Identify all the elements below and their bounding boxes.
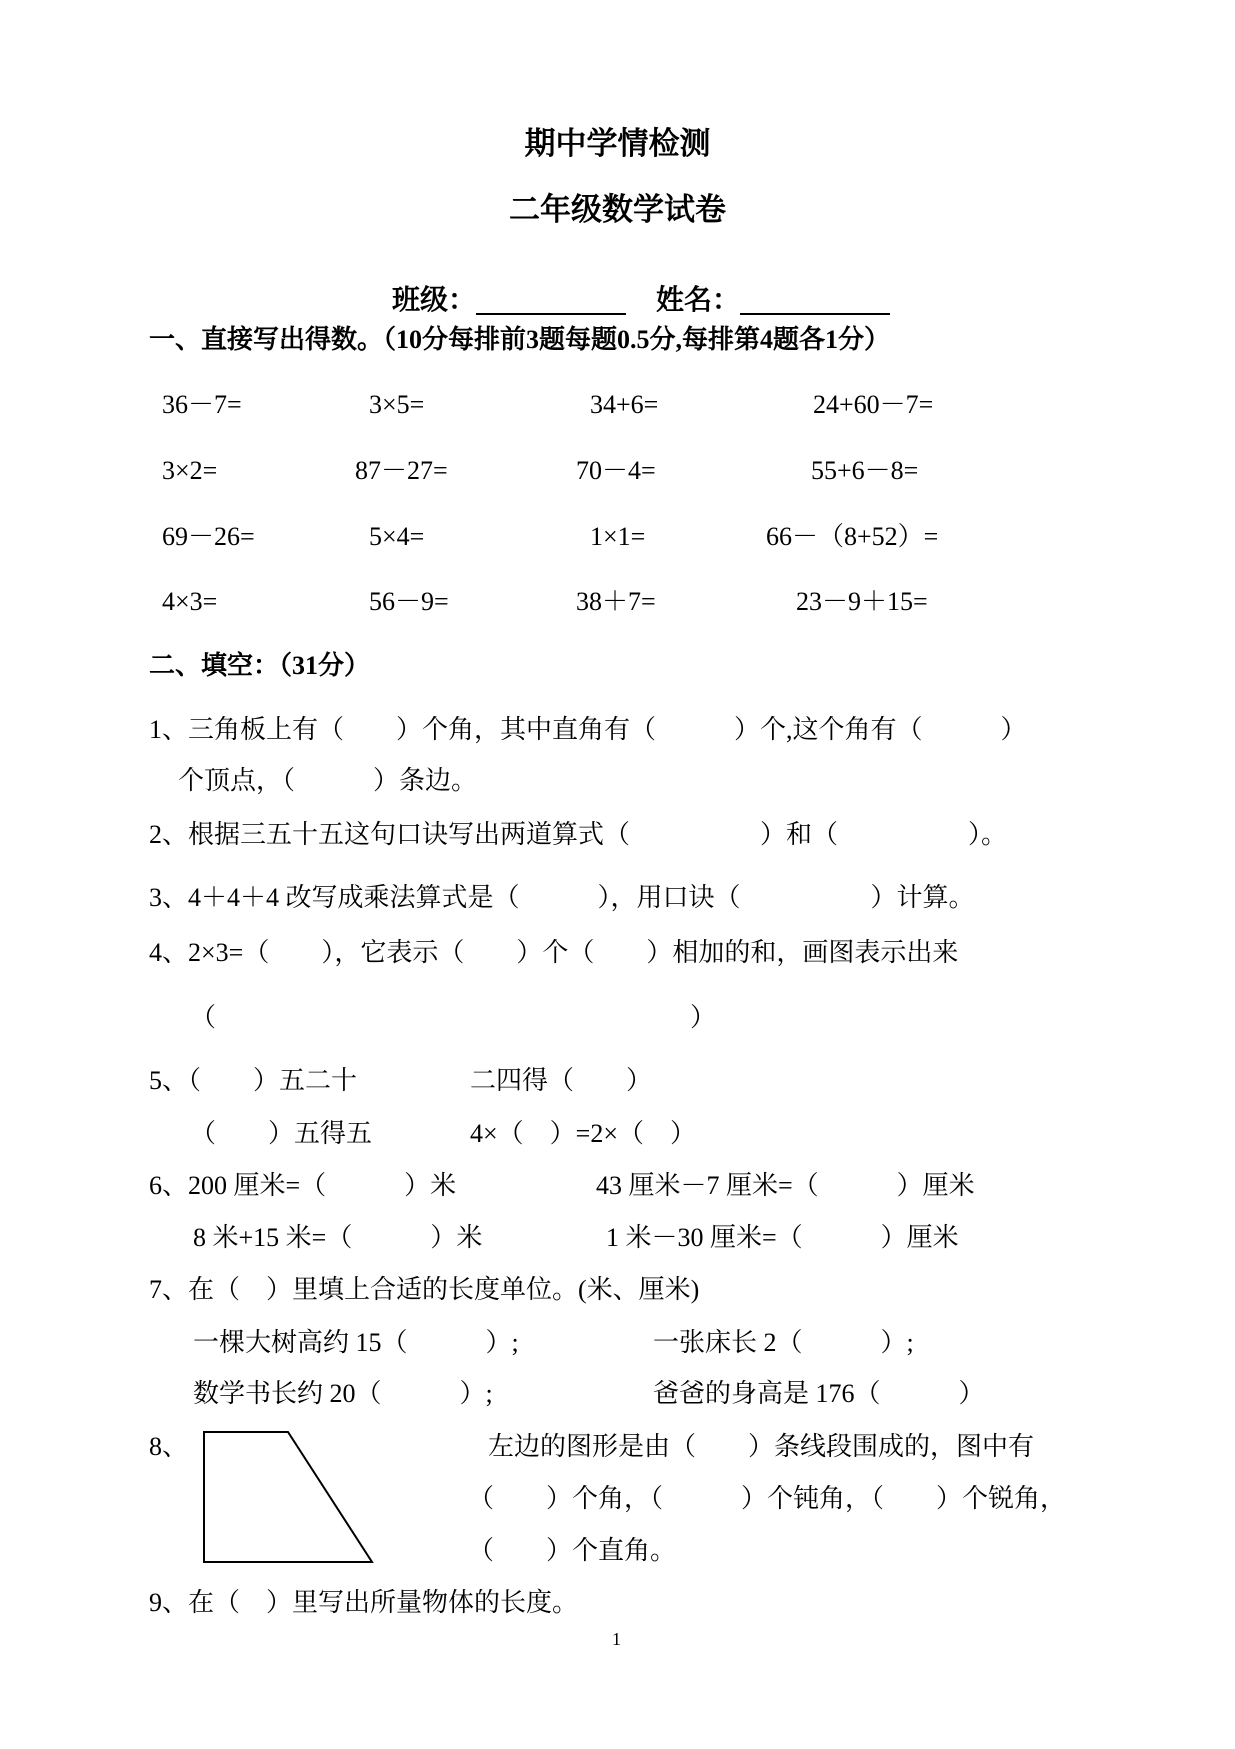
drawing-area-open: （ [190, 1003, 217, 1032]
question-7c: 数学书长约 20（ ）; [193, 1379, 493, 1408]
exam-subtitle: 二年级数学试卷 [509, 192, 726, 227]
problem: 69－26= [162, 522, 255, 551]
question-6b: 43 厘米－7 厘米=（ ）厘米 [596, 1171, 975, 1200]
name-field[interactable] [642, 259, 890, 315]
question-9: 9、在（ ）里写出所量物体的长度。 [149, 1588, 579, 1617]
problem: 66－（8+52）= [766, 522, 939, 551]
question-8c: （ ）个直角。 [468, 1536, 677, 1565]
page-number: 1 [612, 1629, 621, 1649]
section2-heading: 二、填空：（31分） [149, 651, 371, 680]
question-1: 1、三角板上有（ ）个角，其中直角有（ ）个,这个角有（ ） [149, 715, 1027, 744]
problem: 70－4= [576, 456, 656, 485]
problem: 24+60－7= [813, 390, 934, 419]
trapezoid-figure [200, 1428, 380, 1568]
question-8-number: 8、 [149, 1432, 189, 1461]
question-3: 3、4＋4＋4 改写成乘法算式是（ ），用口诀（ ）计算。 [149, 883, 975, 912]
problem: 55+6－8= [811, 456, 919, 485]
class-label: 班级： [392, 285, 477, 316]
problem: 23－9＋15= [796, 587, 928, 616]
problem: 38＋7= [576, 587, 656, 616]
class-field[interactable] [378, 259, 626, 315]
problem: 4×3= [162, 587, 218, 616]
problem: 87－27= [355, 456, 448, 485]
question-5b: 二四得（ ） [470, 1066, 653, 1095]
problem: 3×2= [162, 456, 218, 485]
question-1-cont: 个顶点，（ ）条边。 [178, 766, 478, 795]
question-6a: 6、200 厘米=（ ）米 [149, 1171, 457, 1200]
problem: 5×4= [369, 522, 425, 551]
drawing-area-close: ） [690, 1003, 717, 1032]
problem: 3×5= [369, 390, 425, 419]
question-5a: 5、（ ）五二十 [149, 1066, 358, 1095]
problem: 34+6= [590, 390, 659, 419]
section1-heading: 一、直接写出得数。（10分每排前3题每题0.5分,每排第4题各1分） [149, 325, 891, 354]
question-5d: 4×（ ）=2×（ ） [470, 1119, 696, 1148]
question-6c: 8 米+15 米=（ ）米 [193, 1223, 483, 1252]
question-7d: 爸爸的身高是 176（ ） [653, 1379, 985, 1408]
question-7: 7、在（ ）里填上合适的长度单位。(米、厘米) [149, 1275, 700, 1304]
question-8b: （ ）个角，（ ）个钝角，（ ）个锐角， [468, 1484, 1067, 1513]
question-7b: 一张床长 2（ ）; [653, 1328, 914, 1357]
question-8a: 左边的图形是由（ ）条线段围成的，图中有 [488, 1432, 1035, 1461]
question-6d: 1 米－30 厘米=（ ）厘米 [606, 1223, 959, 1252]
problem: 56－9= [369, 587, 449, 616]
exam-title: 期中学情检测 [524, 126, 711, 161]
class-blank[interactable] [476, 289, 626, 315]
problem: 36－7= [162, 390, 242, 419]
name-label: 姓名： [656, 285, 741, 316]
question-2: 2、根据三五十五这句口诀写出两道算式（ ）和（ ）。 [149, 820, 1008, 849]
question-5c: （ ）五得五 [190, 1119, 373, 1148]
problem: 1×1= [590, 522, 646, 551]
question-7a: 一棵大树高约 15（ ）; [193, 1328, 519, 1357]
question-4: 4、2×3=（ ），它表示（ ）个（ ）相加的和，画图表示出来 [149, 938, 959, 967]
name-blank[interactable] [740, 289, 890, 315]
